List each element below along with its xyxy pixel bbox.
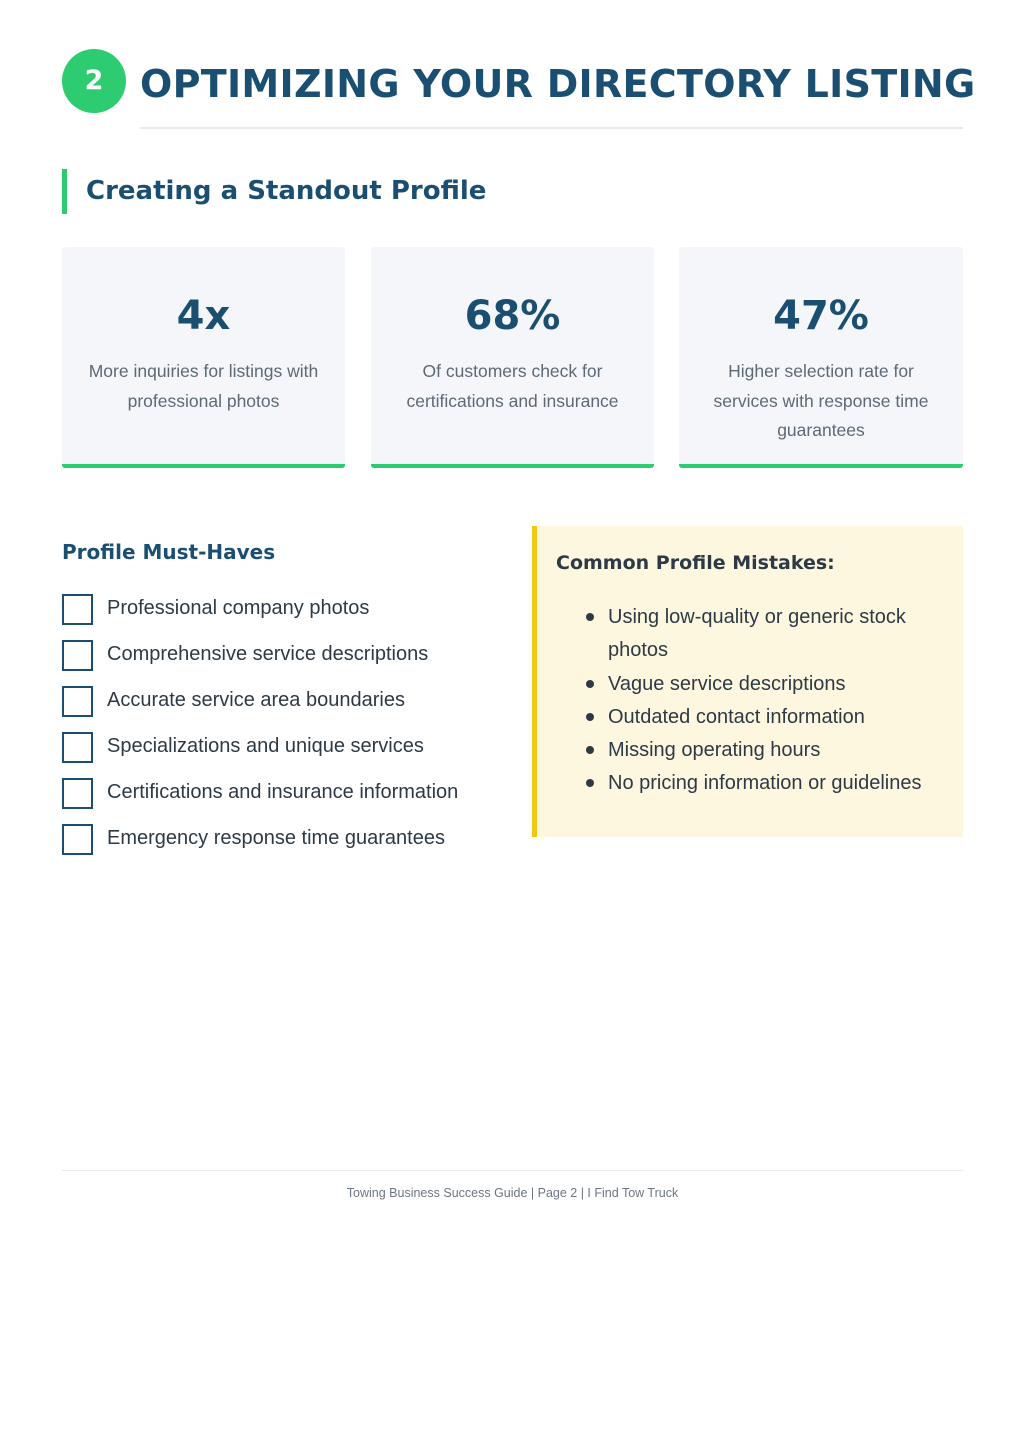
list-item	[586, 701, 946, 734]
mistakes-title: Common Profile Mistakes:	[556, 552, 835, 574]
page-footer: Towing Business Success Guide | Page 2 | I Find Tow Truck	[62, 1170, 963, 1200]
list-item-label: Outdated contact information	[608, 705, 865, 728]
checklist-item-label: Comprehensive service descriptions	[107, 643, 429, 665]
section-header	[62, 49, 976, 131]
list-item-label: Using low-quality or generic stock photos	[608, 606, 906, 662]
list-item	[586, 734, 946, 767]
checklist-item-label: Certifications and insurance information	[107, 781, 459, 803]
stat-card	[62, 247, 345, 468]
checklist-item-label: Professional company photos	[107, 597, 370, 619]
checklist-item	[62, 685, 458, 731]
list-item	[586, 601, 946, 668]
checkbox-icon[interactable]	[62, 594, 93, 625]
checklist-item	[62, 823, 458, 869]
section-number-badge: 2	[62, 49, 126, 113]
must-haves-title: Profile Must-Haves	[62, 540, 276, 564]
bullet-icon	[586, 613, 594, 621]
list-item	[586, 668, 946, 701]
stat-description: More inquiries for listings with professional photos	[88, 361, 319, 411]
checklist-item-label: Specializations and unique services	[107, 735, 424, 757]
subsection-title: Creating a Standout Profile	[86, 176, 487, 206]
checkbox-icon[interactable]	[62, 686, 93, 717]
section-title: OPTIMIZING YOUR DIRECTORY LISTING	[140, 62, 976, 106]
checklist-item	[62, 777, 458, 823]
common-mistakes-callout	[532, 526, 963, 837]
bullet-icon	[586, 680, 594, 688]
must-haves-checklist	[62, 593, 458, 869]
checkbox-icon[interactable]	[62, 778, 93, 809]
bullet-icon	[586, 779, 594, 787]
stat-value: 68%	[464, 293, 561, 339]
stats-row	[62, 247, 963, 468]
checklist-item	[62, 731, 458, 777]
stat-value: 47%	[773, 293, 869, 339]
subsection-header	[62, 169, 486, 214]
stat-value: 4x	[176, 293, 231, 339]
checklist-item-label: Accurate service area boundaries	[107, 689, 405, 711]
bullet-icon	[586, 713, 594, 721]
checklist-item	[62, 639, 458, 685]
checkbox-icon[interactable]	[62, 824, 93, 855]
list-item-label: No pricing information or guidelines	[608, 772, 922, 795]
list-item-label: Vague service descriptions	[608, 672, 846, 695]
list-item-label: Missing operating hours	[608, 739, 821, 762]
stat-description: Of customers check for certifications and insurance	[406, 361, 619, 411]
checklist-item	[62, 593, 458, 639]
checkbox-icon[interactable]	[62, 640, 93, 671]
stat-card	[371, 247, 654, 468]
bullet-icon	[586, 746, 594, 754]
section-divider	[140, 127, 963, 129]
checklist-item-label: Emergency response time guarantees	[107, 827, 445, 849]
list-item	[586, 767, 946, 800]
mistakes-list	[586, 601, 946, 801]
stat-description: Higher selection rate for services with response time guarantees	[713, 361, 929, 440]
must-haves-section	[62, 536, 502, 849]
stat-card	[679, 247, 963, 468]
checkbox-icon[interactable]	[62, 732, 93, 763]
